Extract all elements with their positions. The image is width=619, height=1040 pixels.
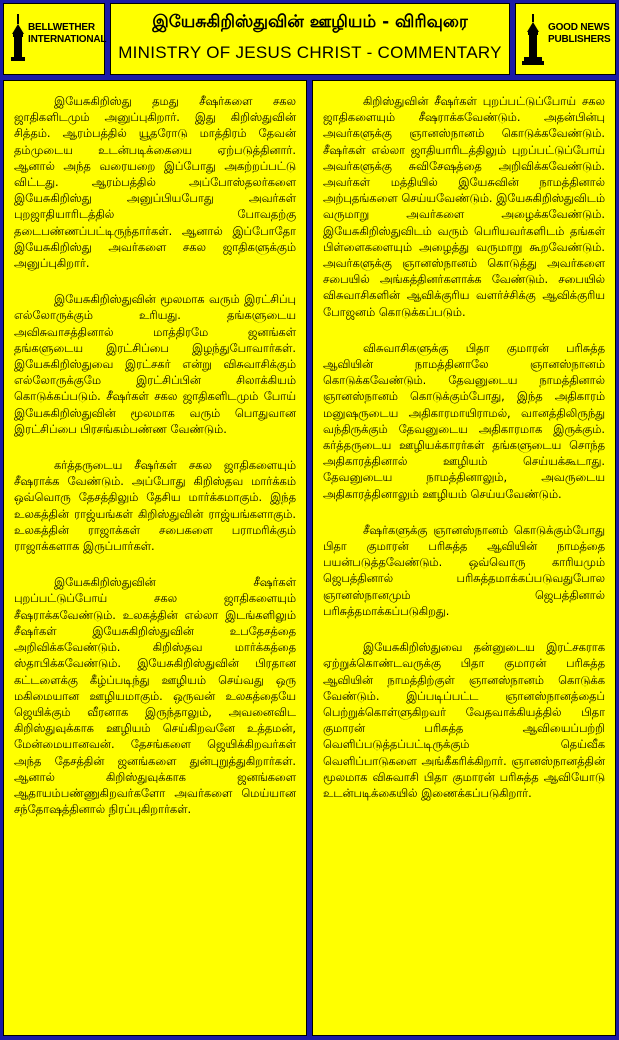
paragraph: இயேசுகிறிஸ்துவின் சீஷர்கள் புறப்பட்டுப்போய் சகல ஜாதிகளையும் சீஷராக்கவேண்டும். உலகத்தின் எல்லா இடங்களிலும் சீஷர்கள் இயேசுகிறிஸ்துவின் உபதேசத்தை அறிவிக்கவேண்டும். கிறிஸ்தவ மார்க்கத்தை ஸ்தாபிக்கவேண்டும். இயேசுகிறிஸ்துவின் பிரதான கட்டளைக்கு கீழ்ப்படிந்து ஊழியம் செய்வது ஒரு மகிமையான ஊழியமாகும். ஒருவன் உலகத்தையே ஜெயிக்கும் வீரனாக இருந்தாலும், அவனைவிட கிறிஸ்துவுக்காக ஊழியம் செய்கிறவனே உத்தமன், மேன்மையானவன். தேசங்களை ஜெயிக்கிறவர்கள் அந்த தேசத்தின் ஜனங்களை துன்புறுத்துகிறார்கள். ஆனால் கிறிஸ்துவுக்காக ஜனங்களை ஆதாயம்பண்ணுகிறவர்களோ அவர்களை மெய்யான சந்தோஷத்தினால் நிரப்புகிறார்கள். — [14, 575, 296, 817]
paragraph: இயேசுகிறிஸ்துவின் மூலமாக வரும் இரட்சிப்பு எல்லோருக்கும் உரியது. தங்களுடைய அவிசுவாசத்தினால் மாத்திரமே ஜனங்கள் தங்களுடைய இரட்சிப்பை இழந்துபோவார்கள். இயேசுகிறிஸ்துவை இரட்சகர் என்று விசுவாசிக்கும் எல்லோருக்குமே இரட்சிப்பின் சிலாக்கியம் கொடுக்கப்படும். சீஷர்கள் சகல ஜாதிகளிடமும் போய் இயேசுகிறிஸ்துவின் மூலமாக வரும் பொதுவான இரட்சிப்பை பிரசங்கம்பண்ண வேண்டும். — [14, 292, 296, 436]
left-column — [3, 80, 307, 1036]
paragraph: விசுவாசிகளுக்கு பிதா குமாரன் பரிசுத்த ஆவியின் நாமத்தினாலே ஞானஸ்நானம் கொடுக்கவேண்டும். தேவனுடைய நாமத்தினால் ஞானஸ்நானம் கொடுக்கும்போது, இந்த அதிகாரம் மனுஷருடைய அதிகாரமாயிராமல், வானத்திலிருந்து வந்திருக்கும் தேவனுடைய அதிகாரமாக இருக்கும். கர்த்தருடைய ஊழியக்காரர்கள் தங்களுடைய சொந்த அதிகாரத்தினால் ஊழியம் செய்யக்கூடாது. தேவனுடைய நாமத்தினாலும், அவருடைய அதிகாரத்தினாலும் ஊழியம் செய்யவேண்டும். — [323, 340, 605, 501]
title-english: MINISTRY OF JESUS CHRIST - COMMENTARY — [118, 43, 502, 62]
good-news-logo — [515, 3, 616, 75]
paragraph: சீஷர்களுக்கு ஞானஸ்நானம் கொடுக்கும்போது பிதா குமாரன் பரிசுத்த ஆவியின் நாமத்தை பயன்படுத்தவேண்டும். ஒவ்வொரு காரியமும் ஜெபத்தினால் பரிசுத்தமாக்கப்படுவதுபோல ஞானஸ்நானமும் ஜெபத்தினால் பரிசுத்தமாக்கப்படுகிறது. — [323, 522, 605, 618]
paragraph: இயேசுகிறிஸ்துவை தன்னுடைய இரட்சகராக ஏற்றுக்கொண்டவருக்கு பிதா குமாரன் பரிசுத்த ஆவியின் நாமத்திற்குள் ஞானஸ்நானம் கொடுக்க வேண்டும். இப்படிப்பட்ட ஞானஸ்நானத்தைப் பெற்றுக்கொள்ளுகிறவர் வேதவாக்கியத்தில் பிதா குமாரன் பரிசுத்த ஆவியைப்பற்றி வெளிப்படுத்தப்பட்டிருக்கும் தெய்வீக வெளிப்பாடுகளை அங்கீகரிக்கிறார். ஞானஸ்நானத்தின் மூலமாக விசுவாசி பிதா குமாரன் பரிசுத்த ஆவியோடு உடன்படிக்கையில் இணைக்கப்படுகிறார். — [323, 640, 605, 800]
good-news-logo-text: GOOD NEWS PUBLISHERS — [548, 22, 611, 45]
title-tamil: இயேசுகிறிஸ்துவின் ஊழியம் - விரிவுரை — [152, 12, 468, 32]
good-news-icon — [522, 14, 544, 66]
bellwether-logo-text: BELLWETHER INTERNATIONAL — [28, 22, 107, 45]
right-column — [312, 80, 616, 1036]
bellwether-icon — [10, 14, 26, 64]
paragraph: கர்த்தருடைய சீஷர்கள் சகல ஜாதிகளையும் சீஷராக்க வேண்டும். அப்போது கிறிஸ்தவ மார்க்கம் ஒவ்வொரு தேசத்திலும் தேசிய மார்க்கமாகும். இந்த உலகத்தின் ராஜ்யங்கள் கிறிஸ்துவின் ராஜ்யங்களாகும். உலகத்தின் ராஜாக்கள் சபைகளை பராமரிக்கும் ராஜாக்களாக இருப்பார்கள். — [14, 458, 296, 554]
paragraph: கிறிஸ்துவின் சீஷர்கள் புறப்பட்டுப்போய் சகல ஜாதிகளையும் சீஷராக்கவேண்டும். அதன்பின்பு அவர்களுக்கு ஞானஸ்நானம் கொடுக்கவேண்டும். சீஷர்கள் எல்லா ஜாதியாரிடத்திலும் புறப்பட்டுப்போய் அவர்களுக்கு சுவிசேஷத்தை அறிவிக்கவேண்டும். அவர்கள் மத்தியில் இயேசுவின் நாமத்தினால் அற்புதங்களை செய்யவேண்டும். இயேசுகிறிஸ்துவிடம் வருமாறு அவர்களை அழைக்கவேண்டும். இயேசுகிறிஸ்துவிடம் வரும் பெரியவர்களிடம் தங்கள் பிள்ளைகளையும் அழைத்து வருமாறு கூறவேண்டும். அவர்களுக்கு ஞானஸ்நானம் கொடுத்து அவர்களை சபையில் அங்கத்தினர்களாக்க வேண்டும். சபையில் விசுவாசிகளின் ஆவிக்குரிய வளர்ச்சிக்கு ஆவிக்குரிய போஜனம் கொடுக்கப்படும். — [323, 94, 605, 319]
title-banner — [110, 3, 510, 75]
paragraph: இயேசுகிறிஸ்து தமது சீஷர்களை சகல ஜாதிகளிடமும் அனுப்புகிறார். இது கிறிஸ்துவின் சித்தம். ஆரம்பத்தில் யூதரோடு மாத்திரம் தேவன் தம்முடைய உடன்படிக்கையை ஏற்படுத்தினார். ஆனால் அந்த வரையறை இப்போது அகற்றப்பட்டு விட்டது. ஆரம்பத்தில் அப்போஸ்தலர்களை இயேசுகிறிஸ்து அனுப்பியபோது அவர்கள் புறஜாதியாரிடத்தில் போவதற்கு தடைபண்ணப்பட்டிருந்தார்கள். ஆனால் இப்போதோ இயேசுகிறிஸ்து அவர்களை சகல ஜாதிகளுக்கும் அனுப்புகிறார். — [14, 94, 296, 271]
bellwether-logo — [3, 3, 105, 75]
